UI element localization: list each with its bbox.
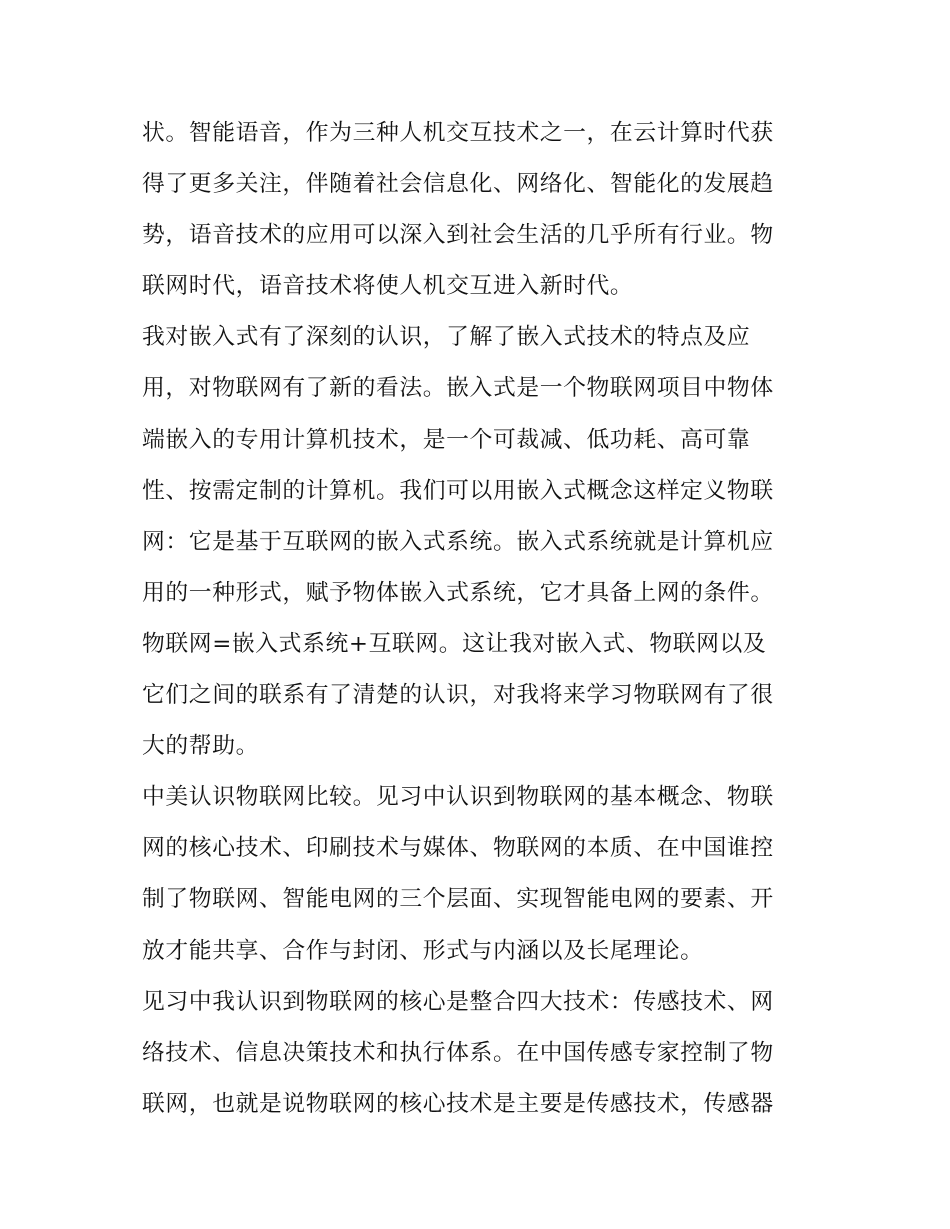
text-line: 得了更多关注，伴随着社会信息化、网络化、智能化的发展趋 (142, 171, 774, 198)
text-line: 网：它是基于互联网的嵌入式系统。嵌入式系统就是计算机应 (142, 528, 774, 555)
document-body (142, 108, 814, 1130)
text-line: 用的一种形式，赋予物体嵌入式系统，它才具备上网的条件。 (142, 579, 774, 606)
text-line: 状。智能语音，作为三种人机交互技术之一，在云计算时代获 (142, 120, 774, 146)
text-line: 见习中我认识到物联网的核心是整合四大技术：传感技术、网 (142, 988, 774, 1015)
text-line: 络技术、信息决策技术和执行体系。在中国传感专家控制了物 (142, 1039, 774, 1066)
text-line: 性、按需定制的计算机。我们可以用嵌入式概念这样定义物联 (142, 477, 774, 504)
text-line: 它们之间的联系有了清楚的认识，对我将来学习物联网有了很 (142, 682, 774, 709)
text-line: 放才能共享、合作与封闭、形式与内涵以及长尾理论。 (142, 937, 704, 964)
text-line: 制了物联网、智能电网的三个层面、实现智能电网的要素、开 (142, 886, 774, 913)
text-line: 端嵌入的专用计算机技术，是一个可裁减、低功耗、高可靠 (142, 426, 751, 453)
text-line: 网的核心技术、印刷技术与媒体、物联网的本质、在中国谁控 (142, 835, 774, 862)
text-line: 联网时代，语音技术将使人机交互进入新时代。 (142, 273, 634, 300)
text-line: 大的帮助。 (142, 733, 259, 760)
text-line: 我对嵌入式有了深刻的认识，了解了嵌入式技术的特点及应 (142, 324, 751, 351)
text-line: 联网，也就是说物联网的核心技术是主要是传感技术，传感器 (142, 1090, 774, 1117)
text-line: 势，语音技术的应用可以深入到社会生活的几乎所有行业。物 (142, 222, 774, 249)
text-line: 中美认识物联网比较。见习中认识到物联网的基本概念、物联 (142, 784, 774, 811)
text-line: 物联网=嵌入式系统+互联网。这让我对嵌入式、物联网以及 (142, 630, 767, 657)
text-line: 用，对物联网有了新的看法。嵌入式是一个物联网项目中物体 (142, 375, 774, 402)
